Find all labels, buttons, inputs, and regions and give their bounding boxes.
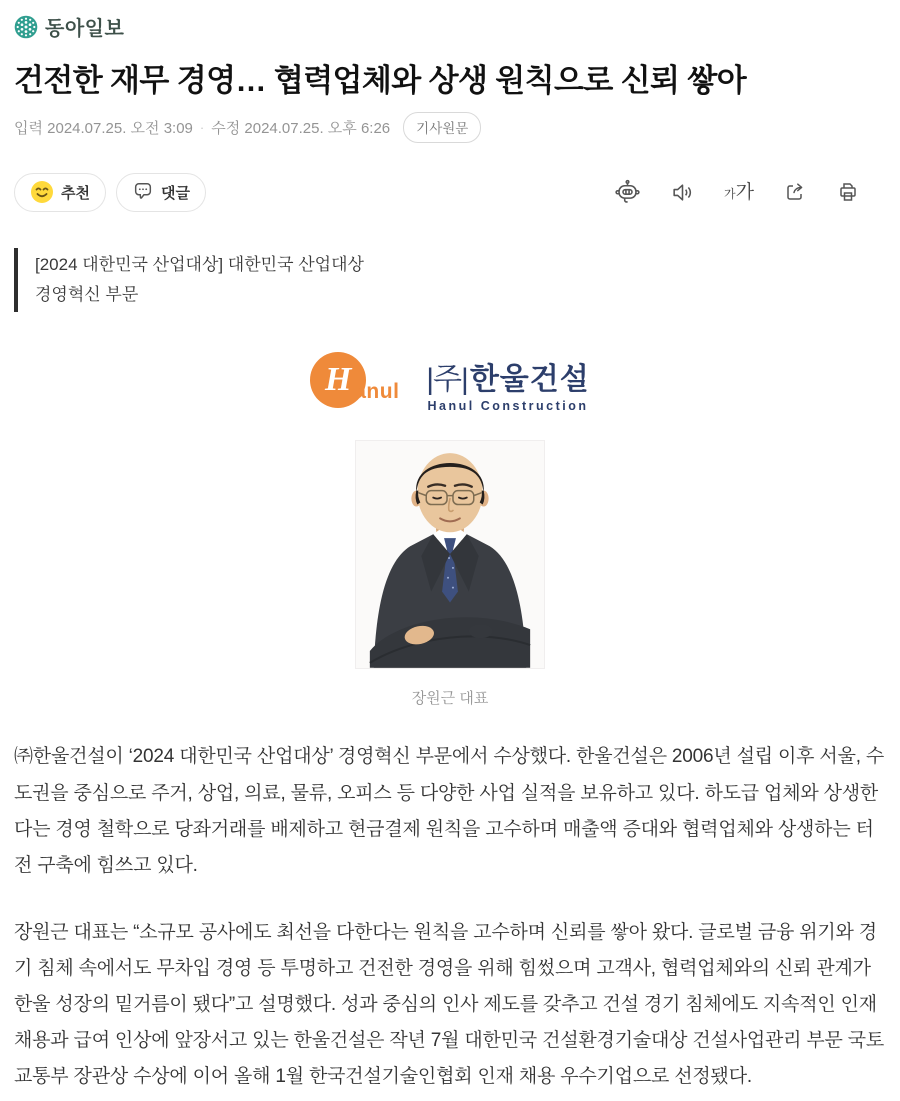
comment-label: 댓글 — [160, 184, 190, 202]
robot-icon — [614, 179, 641, 206]
article-figure — [14, 350, 886, 708]
print-button[interactable] — [836, 180, 860, 204]
ai-summary-button[interactable] — [614, 179, 641, 206]
recommend-label: 추천 — [61, 184, 90, 202]
speaker-icon — [670, 180, 695, 205]
article-paragraph-1: ㈜한울건설이 ‘2024 대한민국 산업대상’ 경영혁신 부문에서 수상했다. 한울건설은 2006년 설립 이후 서울, 수도권을 중심으로 주거, 상업, 의료, 물류, 오피스 등 다양한 사업 실적을 보유하고 있다. 하도급 업체와 상생한다는 경영 철학으로 당좌거래를 배제하고 현금결제 원칙을 고수하며 매출액 증대와 협력업체와 상생하는 터전 구축에 힘쓰고 있다. — [14, 746, 885, 876]
photo-caption: 장원근 대표 — [411, 690, 489, 708]
hanul-logo-korean-name: 한울건설 — [469, 363, 590, 397]
hanul-logo-english-name: Hanul Construction — [427, 399, 589, 414]
ceo-portrait-photo — [355, 440, 545, 669]
hanul-logo-script: anul — [354, 380, 400, 404]
article-title: 건전한 재무 경영… 협력업체와 상생 원칙으로 신뢰 쌓아 — [14, 63, 747, 98]
hanul-logo-corp-mark: |주| — [426, 363, 468, 397]
article-toolbar — [14, 173, 886, 212]
publisher-name: 동아일보 — [45, 18, 125, 40]
recommend-button[interactable] — [14, 173, 106, 212]
meta-separator: · — [199, 119, 205, 135]
updated-time: 수정 2024.07.25. 오후 6:26 — [211, 119, 391, 137]
hanul-logo-text — [426, 350, 590, 413]
published-time: 입력 2024.07.25. 오전 3:09 — [14, 119, 193, 137]
subheading-line1: [2024 대한민국 산업대상] 대한민국 산업대상 — [35, 254, 364, 274]
text-size-button[interactable] — [724, 183, 754, 202]
original-article-link[interactable]: 기사원문 — [403, 112, 481, 143]
article-paragraph-2: 장원근 대표는 “소규모 공사에도 최선을 다한다는 원칙을 고수하며 신뢰를 쌓아 왔다. 글로벌 금융 위기와 경기 침체 속에서도 무차입 경영 등 투명하고 건전한 경영을 위해 힘썼으며 고객사, 협력업체와의 신뢰 관계가 한울 성장의 밑거름이 됐다”고 설명했다. 성과 중심의 인사 제도를 갖추고 건설 경기 침체에도 지속적인 인재 채용과 급여 인상에 앞장서고 있는 한울건설은 작년 7월 대한민국 건설환경기술대상 건설사업관리 부문 국토교통부 장관상 수상에 이어 올해 1월 한국건설기술인협회 인재 채용 우수기업으로 선정됐다. — [14, 921, 885, 1088]
share-icon — [783, 180, 807, 204]
text-size-small-glyph: 가 — [724, 186, 736, 201]
hanul-logo-symbol — [310, 350, 414, 412]
hanul-company-logo — [310, 350, 590, 422]
text-size-large-glyph: 가 — [735, 181, 754, 203]
comment-button[interactable] — [116, 173, 206, 212]
article-subheading — [14, 248, 886, 313]
print-icon — [836, 180, 860, 204]
publisher-logo[interactable] — [14, 12, 886, 41]
listen-button[interactable] — [670, 180, 695, 205]
comment-bubble-icon — [132, 181, 154, 203]
smiley-icon — [30, 180, 54, 204]
portrait-photo-wrap — [14, 440, 886, 674]
hanul-logo-circle-icon: H — [310, 352, 366, 408]
share-button[interactable] — [783, 180, 807, 204]
publisher-emblem-icon — [14, 15, 38, 39]
subheading-line2: 경영혁신 부문 — [35, 285, 139, 305]
article-meta — [14, 112, 886, 143]
